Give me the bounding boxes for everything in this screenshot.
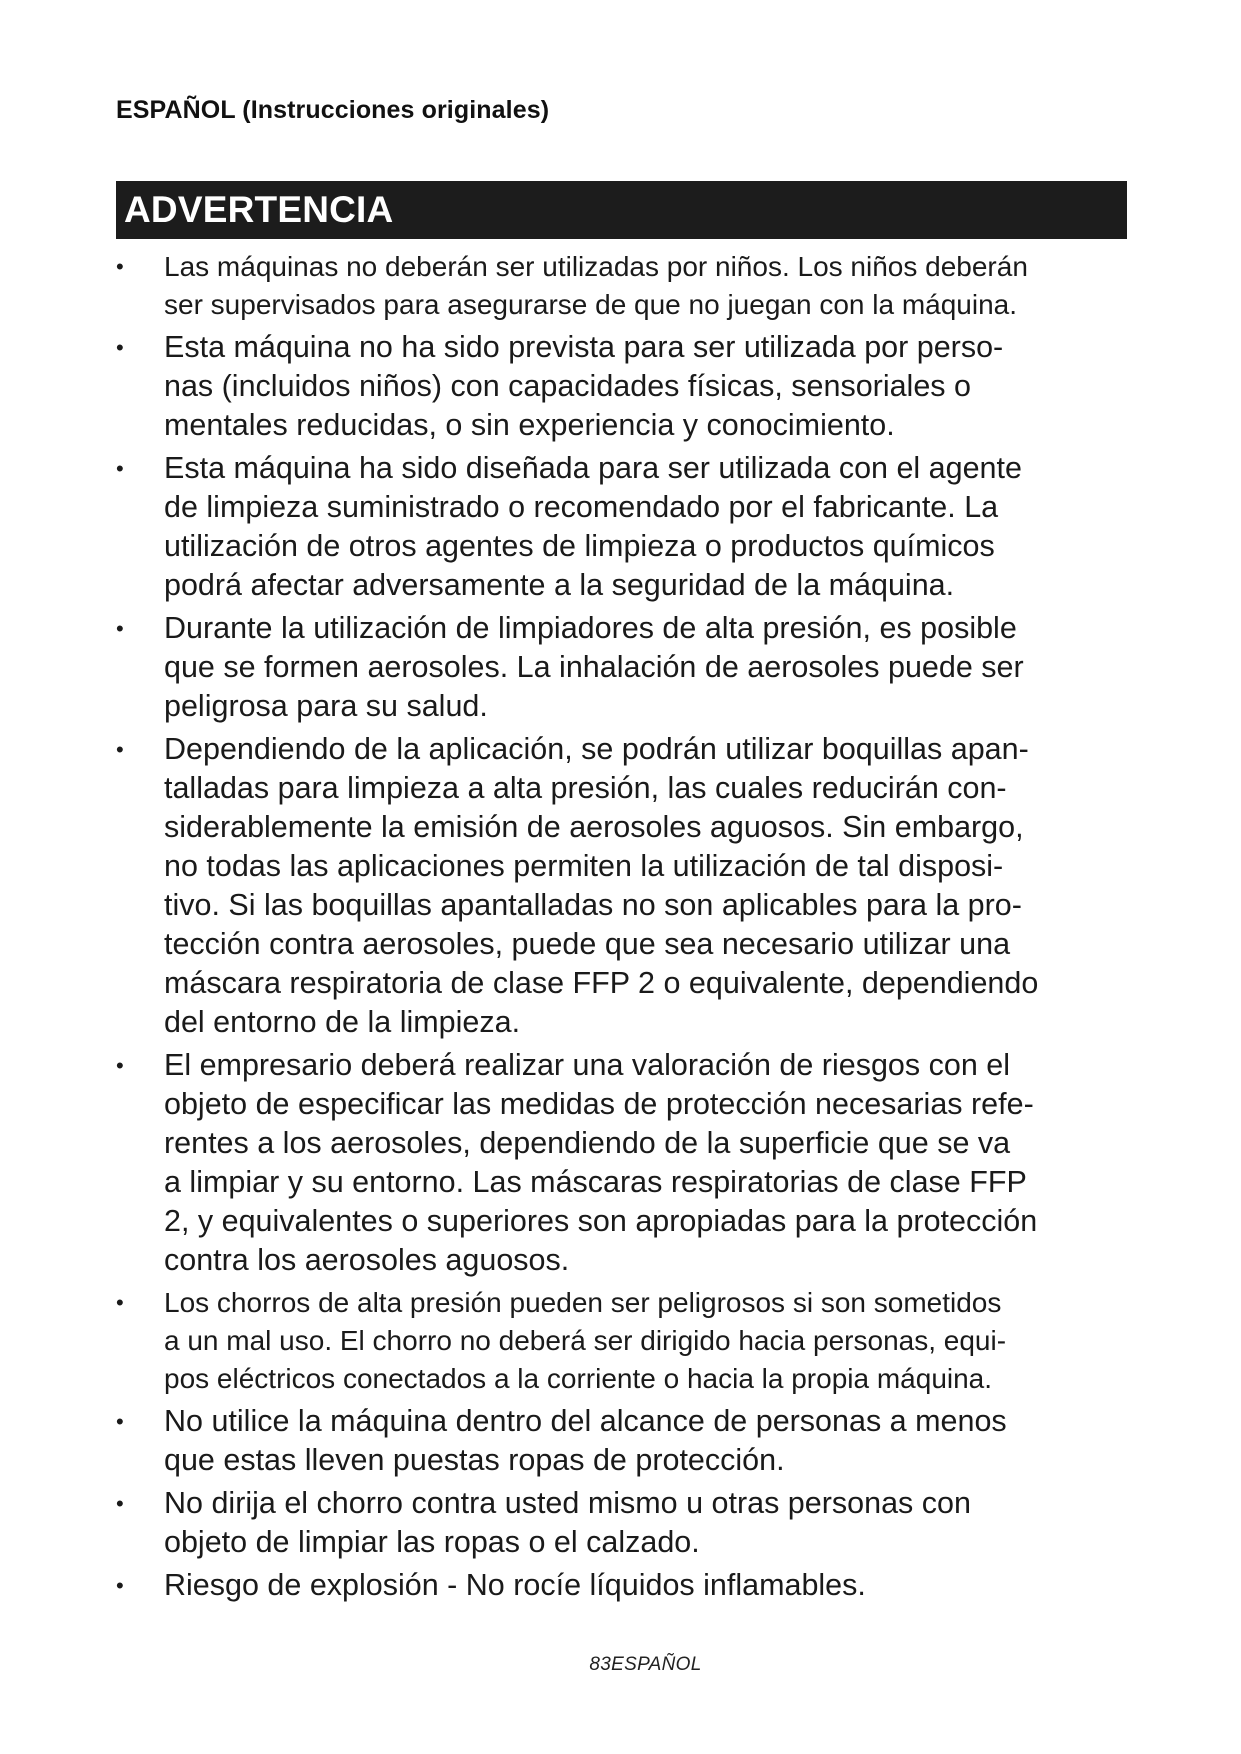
bullet-dot-icon: • xyxy=(116,1573,124,1598)
bullet-text-line: a un mal uso. El chorro no deberá ser dirigido hacia personas, equi- xyxy=(164,1325,1007,1356)
bullet-dot-icon: • xyxy=(116,1409,124,1434)
bullet-text-line: del entorno de la limpieza. xyxy=(164,1005,521,1039)
bullet-text-line: siderablemente la emisión de aerosoles aguosos. Sin embargo, xyxy=(164,810,1024,844)
warning-bullet-item xyxy=(116,1566,1146,1605)
warning-title: ADVERTENCIA xyxy=(124,189,394,230)
bullet-text-line: tección contra aerosoles, puede que sea necesario utilizar una xyxy=(164,927,1011,961)
bullet-text-line: a limpiar y su entorno. Las máscaras respiratorias de clase FFP xyxy=(164,1165,1027,1199)
bullet-text-line: que se formen aerosoles. La inhalación de aerosoles puede ser xyxy=(164,650,1024,684)
bullet-text-line: tivo. Si las boquillas apantalladas no son aplicables para la pro- xyxy=(164,888,1022,922)
bullet-dot-icon: • xyxy=(116,1491,124,1516)
warning-bullet-item xyxy=(116,1046,1146,1280)
bullet-text-line: máscara respiratoria de clase FFP 2 o equivalente, dependiendo xyxy=(164,966,1039,1000)
bullet-text-line: que estas lleven puestas ropas de protección. xyxy=(164,1443,785,1477)
bullet-text-line: Las máquinas no deberán ser utilizadas por niños. Los niños deberán xyxy=(164,251,1028,282)
warning-bullet-item xyxy=(116,1284,1146,1398)
bullet-text-line: Esta máquina ha sido diseñada para ser utilizada con el agente xyxy=(164,451,1022,485)
bullet-text-line: No utilice la máquina dentro del alcance de personas a menos xyxy=(164,1404,1007,1438)
bullet-text-line: utilización de otros agentes de limpieza o productos químicos xyxy=(164,529,995,563)
bullet-dot-icon: • xyxy=(116,737,124,762)
bullet-text-line: No dirija el chorro contra usted mismo u otras personas con xyxy=(164,1486,971,1520)
bullet-text-line: objeto de limpiar las ropas o el calzado. xyxy=(164,1525,700,1559)
warning-bullet-item xyxy=(116,730,1146,1042)
warning-bullet-item xyxy=(116,1484,1146,1562)
warning-bullet-item xyxy=(116,1402,1146,1480)
bullet-text-line: Riesgo de explosión - No rocíe líquidos inflamables. xyxy=(164,1568,866,1602)
bullet-text-line: rentes a los aerosoles, dependiendo de la superficie que se va xyxy=(164,1126,1011,1160)
warning-bullet-list xyxy=(116,248,1146,1609)
bullet-text-line: de limpieza suministrado o recomendado por el fabricante. La xyxy=(164,490,999,524)
bullet-text-line: no todas las aplicaciones permiten la utilización de tal disposi- xyxy=(164,849,1004,883)
bullet-text-line: contra los aerosoles aguosos. xyxy=(164,1243,570,1277)
warning-bullet-item xyxy=(116,248,1146,324)
bullet-text-line: pos eléctricos conectados a la corriente o hacia la propia máquina. xyxy=(164,1363,993,1394)
bullet-text-line: Los chorros de alta presión pueden ser peligrosos si son sometidos xyxy=(164,1287,1002,1318)
bullet-text-line: Durante la utilización de limpiadores de alta presión, es posible xyxy=(164,611,1017,645)
warning-bullet-item xyxy=(116,449,1146,605)
bullet-dot-icon: • xyxy=(116,254,124,279)
bullet-text-line: 2, y equivalentes o superiores son apropiadas para la protección xyxy=(164,1204,1038,1238)
bullet-text-line: Dependiendo de la aplicación, se podrán utilizar boquillas apan- xyxy=(164,732,1029,766)
bullet-dot-icon: • xyxy=(116,1290,124,1315)
bullet-text-line: Esta máquina no ha sido prevista para ser utilizada por perso- xyxy=(164,330,1004,364)
bullet-text-line: podrá afectar adversamente a la seguridad de la máquina. xyxy=(164,568,955,602)
bullet-text-line: peligrosa para su salud. xyxy=(164,689,488,723)
page-header-language: ESPAÑOL (Instrucciones originales) xyxy=(116,96,550,124)
warning-heading-bar xyxy=(116,181,1127,239)
warning-bullet-item xyxy=(116,609,1146,726)
bullet-dot-icon: • xyxy=(116,1053,124,1078)
warning-bullet-item xyxy=(116,328,1146,445)
bullet-text-line: mentales reducidas, o sin experiencia y conocimiento. xyxy=(164,408,895,442)
bullet-text-line: nas (incluidos niños) con capacidades físicas, sensoriales o xyxy=(164,369,971,403)
page-number-footer: 83ESPAÑOL xyxy=(589,1654,702,1675)
bullet-text-line: ser supervisados para asegurarse de que no juegan con la máquina. xyxy=(164,289,1018,320)
bullet-dot-icon: • xyxy=(116,616,124,641)
bullet-text-line: talladas para limpieza a alta presión, las cuales reducirán con- xyxy=(164,771,1007,805)
bullet-text-line: objeto de especificar las medidas de protección necesarias refe- xyxy=(164,1087,1034,1121)
bullet-dot-icon: • xyxy=(116,456,124,481)
bullet-text-line: El empresario deberá realizar una valoración de riesgos con el xyxy=(164,1048,1010,1082)
bullet-dot-icon: • xyxy=(116,335,124,360)
